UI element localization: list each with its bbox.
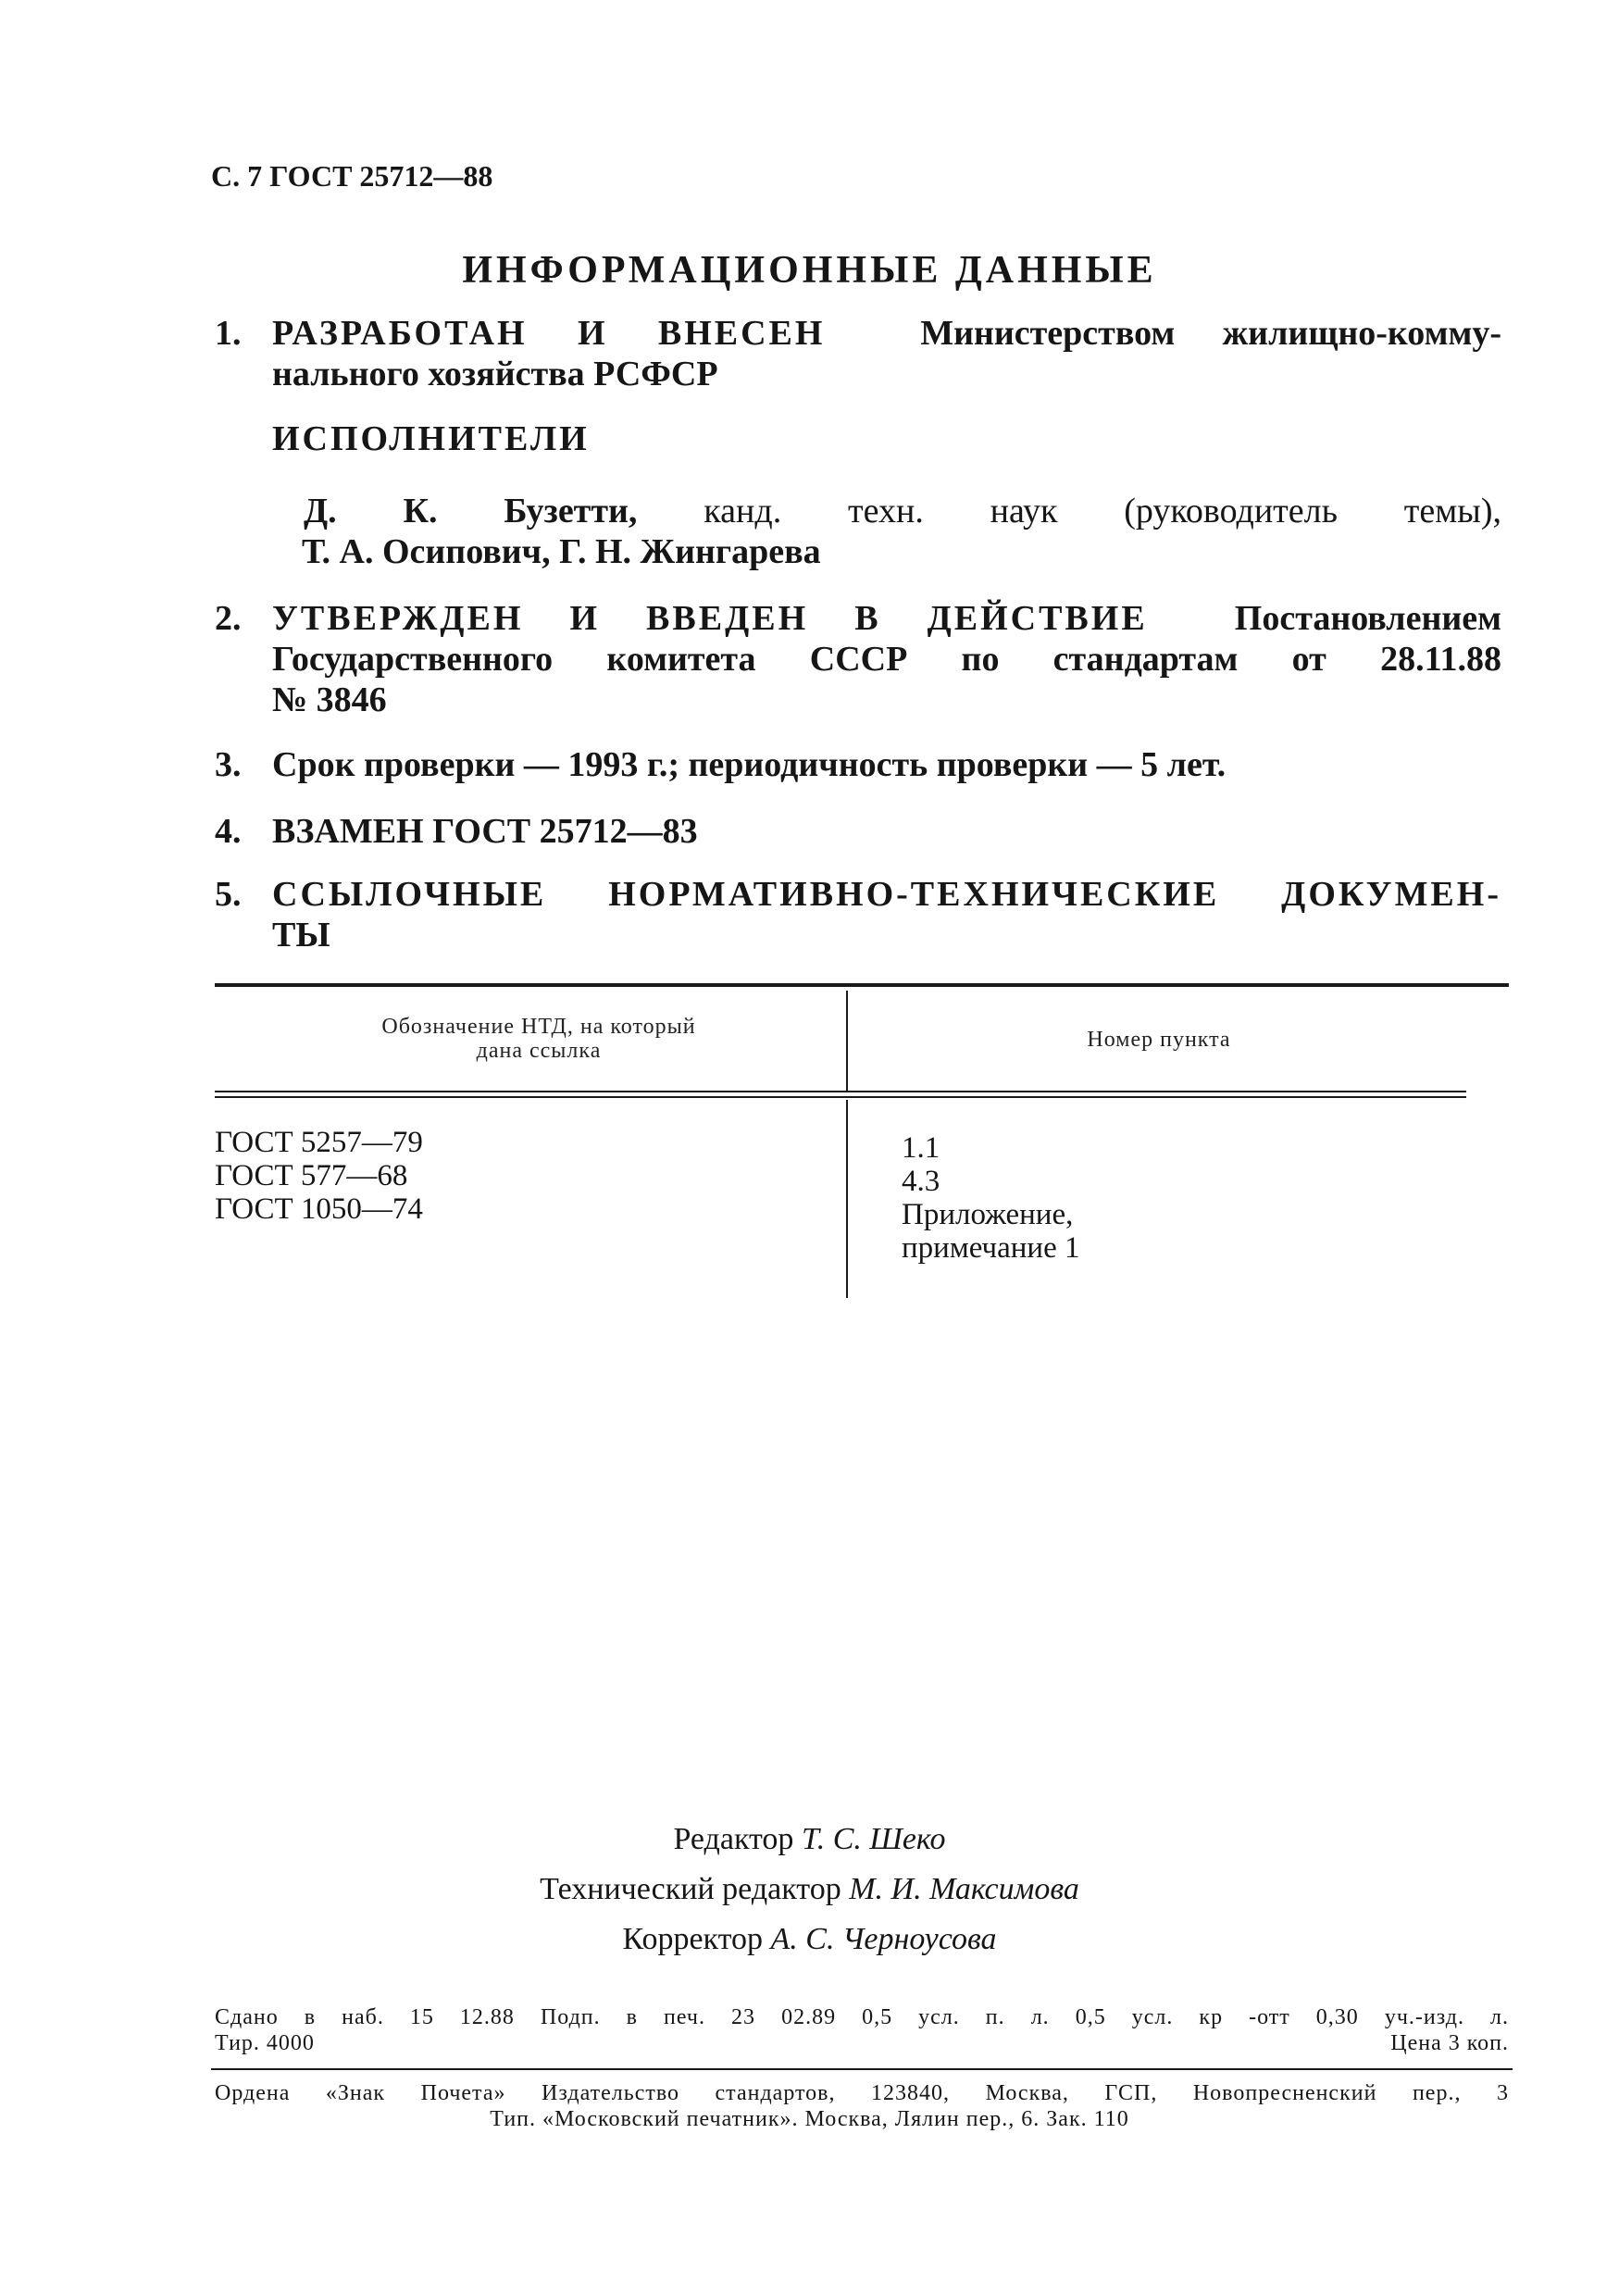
column-header-document: Обозначение НТД, на который дана ссылка: [381, 1015, 696, 1063]
references-table: [215, 983, 1509, 1298]
column-divider: [846, 991, 848, 1091]
credit-corrector: Корректор А. С. Черноусова: [622, 1922, 997, 1956]
imprint-price: Цена 3 коп.: [1390, 2031, 1509, 2055]
table-top-rule: [215, 983, 1509, 987]
page-header: С. 7 ГОСТ 25712—88: [211, 159, 493, 193]
table-cell-point: примечание 1: [902, 1231, 1080, 1265]
table-cell-point: 1.1: [902, 1131, 940, 1165]
item-heading: РАЗРАБОТАН И ВНЕСЕН: [272, 314, 826, 353]
item-approved: 2. УТВЕРЖДЕН И ВВЕДЕН В ДЕЙСТВИЕ Постановлением Государственного комитета СССР по стандартам от 28.11.88 № 3846: [215, 599, 1502, 719]
imprint-print-data: Сдано в наб. 15 12.88 Подп. в печ. 23 02.89 0,5 усл. п. л. 0,5 усл. кр -отт 0,30 уч.-изд. л.: [215, 2005, 1509, 2029]
header-rule: [215, 1091, 1466, 1092]
item-line: нального хозяйства РСФСР: [272, 355, 718, 393]
item-references: 5. ССЫЛОЧНЫЕ НОРМАТИВНО-ТЕХНИЧЕСКИЕ ДОКУМЕН- ТЫ: [215, 875, 1501, 955]
table-cell-point: Приложение,: [902, 1198, 1074, 1231]
imprint-publisher: Ордена «Знак Почета» Издательство стандартов, 123840, Москва, ГСП, Новопресненский пер., 3: [215, 2081, 1509, 2105]
item-developed: [215, 313, 1501, 402]
executors-list: [304, 491, 1501, 574]
item-line: УТВЕРЖДЕН И ВВЕДЕН В ДЕЙСТВИЕ Постановлением: [272, 599, 1502, 638]
executors-line: Т. А. Осипович, Г. Н. Жингарева: [302, 532, 821, 571]
column-header-point: Номер пункта: [1087, 1028, 1231, 1052]
imprint-circulation: Тир. 4000: [215, 2031, 315, 2055]
imprint-printer: Тип. «Московский печатник». Москва, Лялин пер., 6. Зак. 110: [490, 2107, 1129, 2131]
item-line: № 3846: [272, 680, 387, 719]
item-heading: УТВЕРЖДЕН И ВВЕДЕН В ДЕЙСТВИЕ: [272, 599, 1148, 638]
item-line: РАЗРАБОТАН И ВНЕСЕН Министерством жилищно-комму-: [272, 314, 1502, 353]
table-row: ГОСТ 577—68: [215, 1159, 408, 1192]
table-cell-point: 4.3: [902, 1165, 940, 1198]
credit-editor: Редактор Т. С. Шеко: [673, 1822, 946, 1856]
header-rule: [215, 1096, 1466, 1098]
executors-heading: ИСПОЛНИТЕЛИ: [272, 419, 590, 458]
credit-technical-editor: Технический редактор М. И. Максимова: [540, 1872, 1079, 1906]
item-number: 1.: [215, 314, 242, 353]
section-title: ИНФОРМАЦИОННЫЕ ДАННЫЕ: [462, 249, 1157, 292]
imprint-rule: [211, 2068, 1513, 2070]
table-row: ГОСТ 1050—74: [215, 1192, 423, 1226]
column-divider: [846, 1100, 848, 1298]
item-line: Государственного комитета СССР по стандартам от 28.11.88: [272, 640, 1501, 679]
table-row: ГОСТ 5257—79: [215, 1126, 423, 1159]
document-page: С. 7 ГОСТ 25712—88 ИНФОРМАЦИОННЫЕ ДАННЫЕ 1. РАЗРАБОТАН И ВНЕСЕН Министерством жилищно-комму- нального хозяйства РСФСР ИСПОЛНИТЕЛИ Д. К. Бузетти, канд. техн. наук (руководитель темы), Т. А. Осипович, Г. Н. Жингарева 2. УТВЕРЖДЕН И ВВЕДЕН В ДЕЙСТВИЕ Постановлением Государственного комитета СССР по стандартам от 28.11.88 № 3846 3. Срок проверки — 1993 г.; периодичность проверки — 5 лет. 4. ВЗАМЕН ГОСТ 25712—83 5. ССЫЛОЧНЫЕ НОРМАТИВНО-ТЕХНИЧЕСКИЕ ДОКУМЕН- ТЫ Обозначение НТД, на который дана ссылка Номер пункта ГОСТ 5257—79 ГОСТ 577—68 ГОСТ 1050—74 1.1 4.3 Приложение, примечание 1 Редактор Т. С. Шеко Технический редактор М. И. Максимова Корректор А. С. Черноусова Сдано в наб. 15 12.88 Подп. в печ. 23 02.89 0,5 усл. п. л. 0,5 усл. кр -отт 0,30 уч.-изд. л. Тир. 4000 Цена 3 коп. Ордена «Знак Почета» Издательство стандартов, 123840, Москва, ГСП, Новопресненский пер., 3 Тип. «Московский печатник». Москва, Лялин пер., 6. Зак. 110: [0, 0, 1619, 2296]
executors-line: Д. К. Бузетти, канд. техн. наук (руководитель темы),: [304, 492, 1501, 530]
